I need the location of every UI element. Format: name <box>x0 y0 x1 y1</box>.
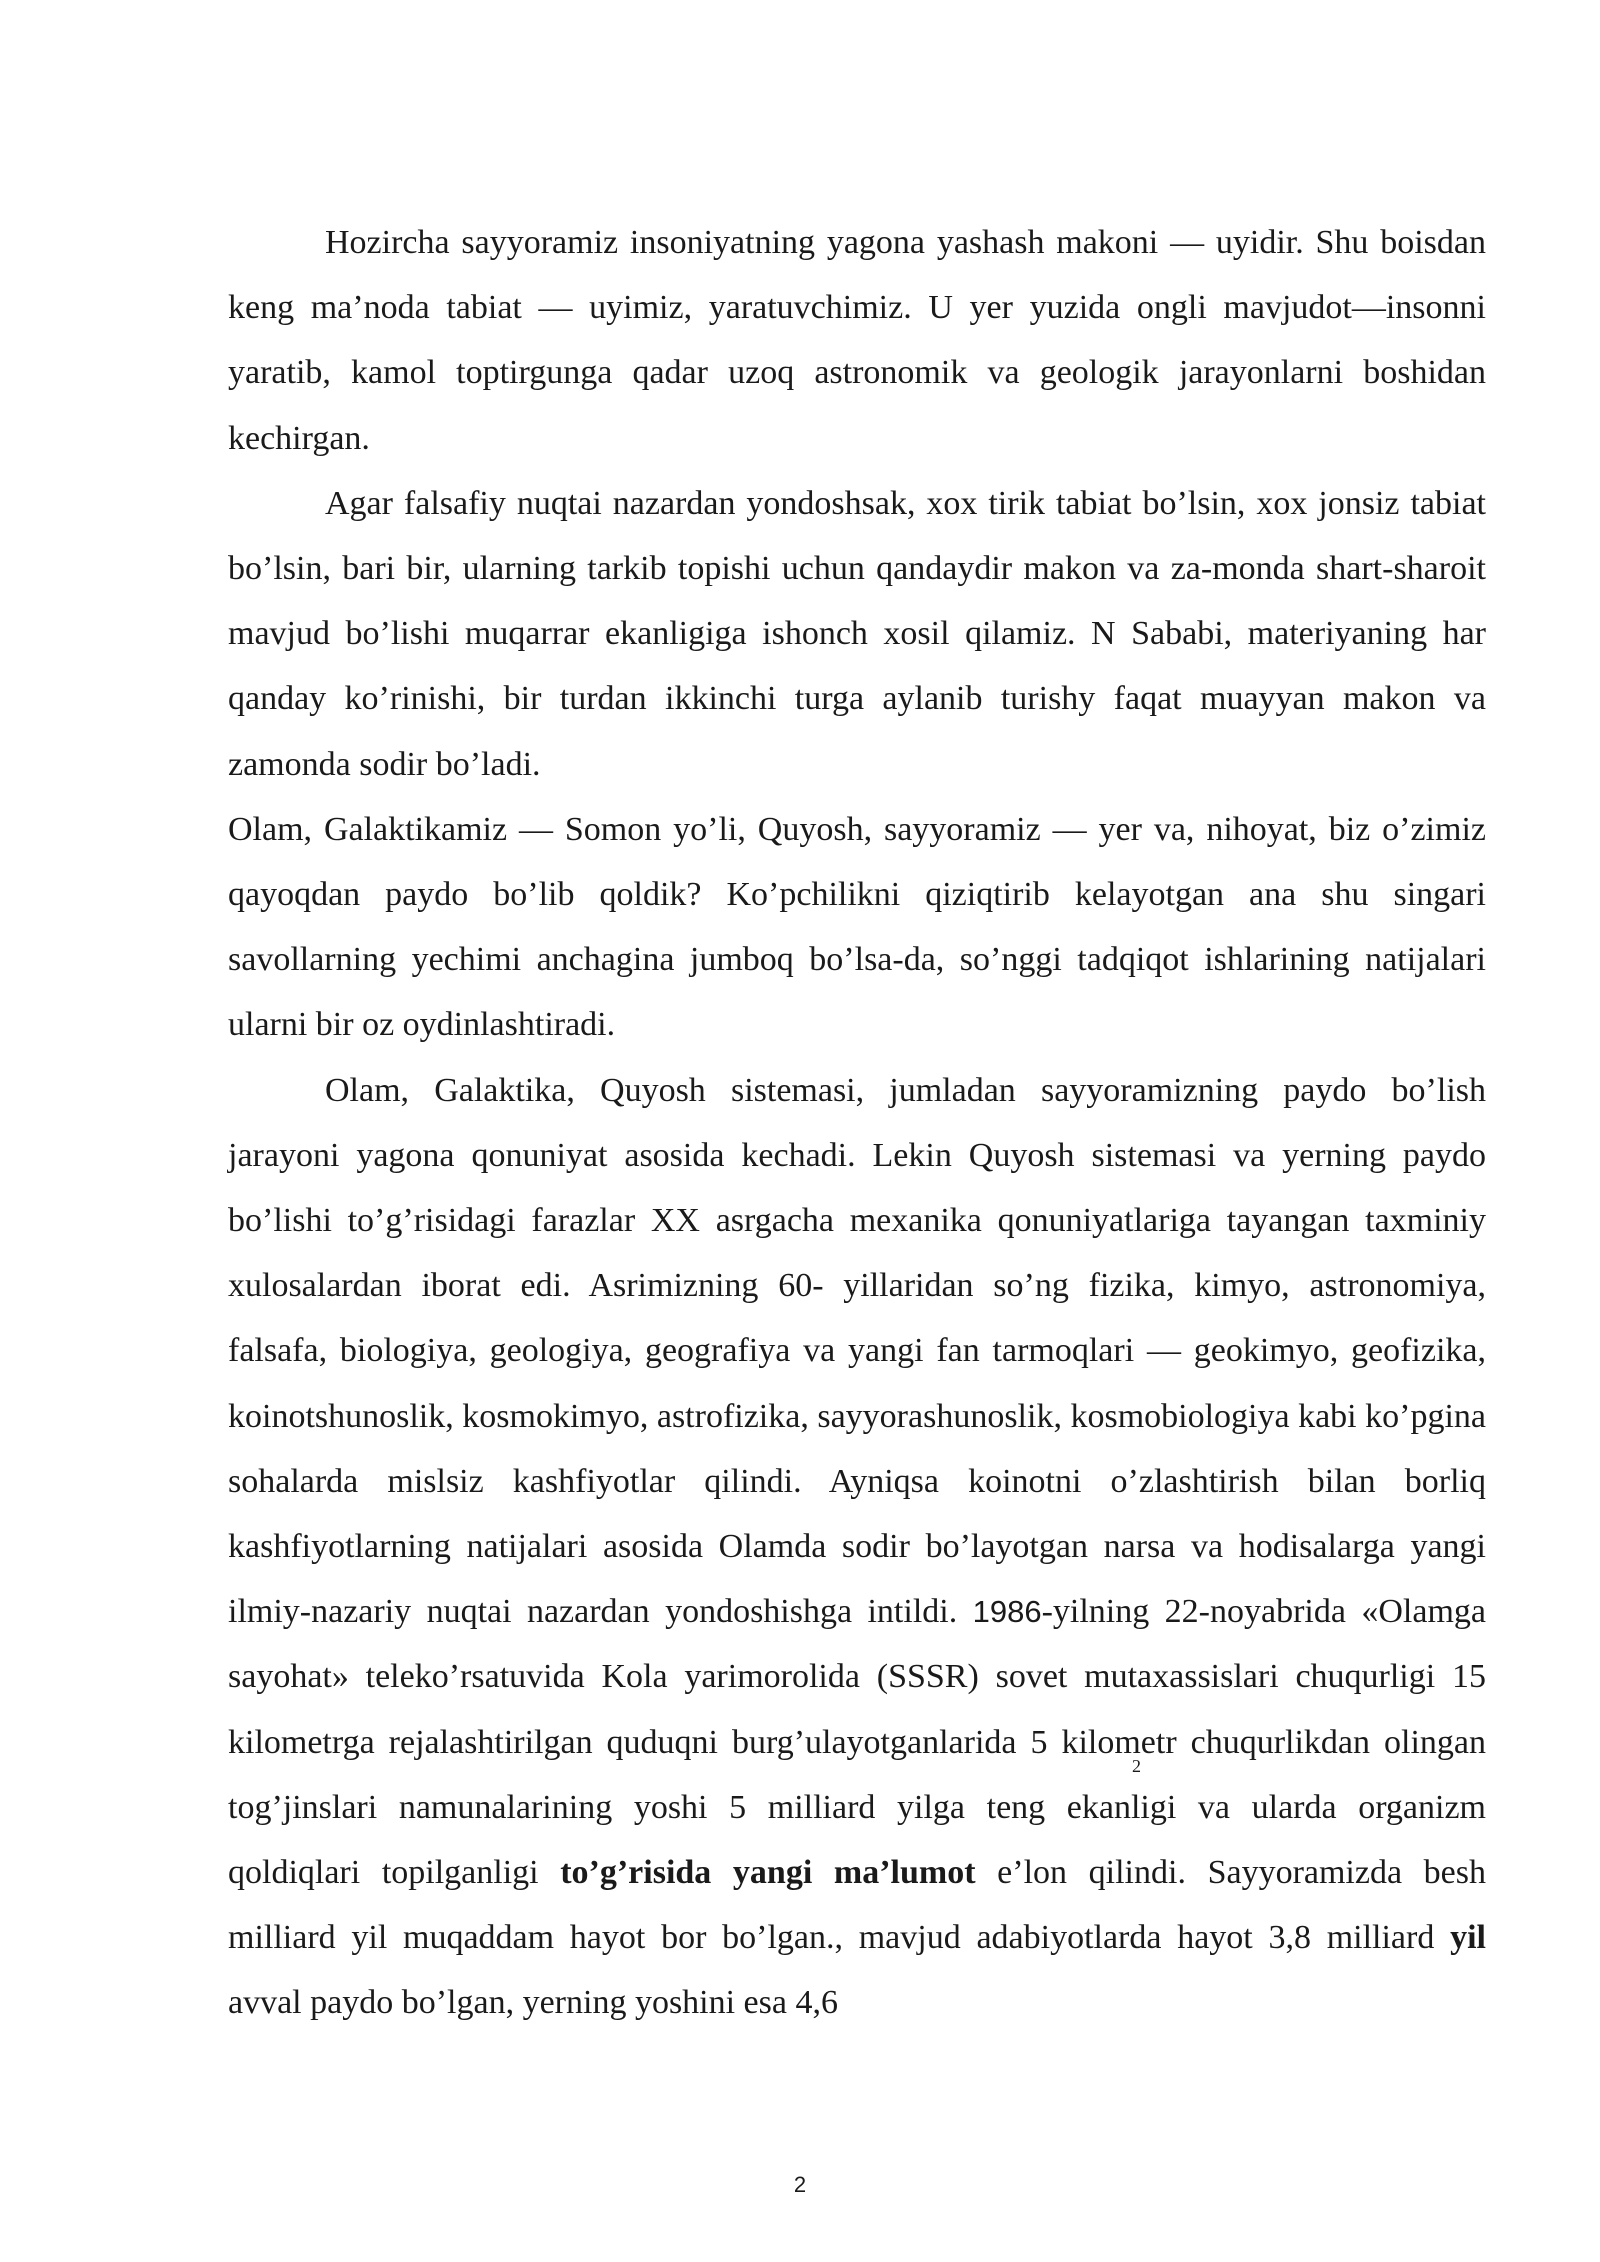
bold-phrase-new-info: to’g’risida yangi ma’lumot <box>560 1854 976 1892</box>
paragraph-1: Hozircha sayyoramiz insoniyatning yagona yashash makoni — uyidir. Shu boisdan keng ma’noda tabiat — uyimiz, yaratuvchimiz. U yer yuzida ongli mavjudot—insonni yaratib, kamol toptirgunga qadar uzoq astronomik va geologik jarayonlarni boshidan kechirgan. <box>228 224 1486 457</box>
paragraph-4-text-c: e’lon qilindi. Sayyoramizda besh milliard yil muqaddam hayot bor bo’lgan., mavjud adabiyotlarda hayot 3,8 milliard <box>228 1854 1487 1957</box>
paragraph-3: Olam, Galaktikamiz — Somon yo’li, Quyosh, sayyoramiz — yer va, nihoyat, biz o’zimiz qayoqdan paydo bo’lib qoldik? Ko’pchilikni qiziqtirib kelayotgan ana shu singari savollarning yechimi anchagina jumboq bo’lsa-da, so’nggi tadqiqot ishlarining natijalari ularni bir oz oydinlashtiradi. <box>228 810 1486 1044</box>
paragraph-4-text-a: Olam, Galaktika, Quyosh sistemasi, jumladan sayyoramizning paydo bo’lish jarayoni yagona qonuniyat asosida kechadi. Lekin Quyosh sistemasi va yerning paydo bo’lishi to’g’risidagi farazlar XX asrgacha mexanika qonuniyatlariga tayangan taxminiy xulosalardan iborat edi. Asrimizning 60- yillaridan so’ng fizika, kimyo, astronomiya, falsafa, biologiya, geologiya, geografiya va yangi fan tarmoqlari — geokimyo, geofizika, koinotshunoslik, kosmokimyo, astrofizika, sayyorashunoslik, kosmobiologiya kabi ko’pgina sohalarda mislsiz kashfiyotlar qilindi. Ayniqsa koinotni o’zlashtirish bilan borliq kashfiyotlarning natijalari asosida Olamda sodir bo’layotgan narsa va hodisalarga yangi ilmiy-nazariy nuqtai nazardan yondoshishga intildi. <box>228 1071 1486 1631</box>
bold-word-yil: yil <box>1450 1919 1486 1957</box>
body-text <box>228 210 1486 2036</box>
paragraph-2: Agar falsafiy nuqtai nazardan yondoshsak, xox tirik tabiat bo’lsin, xox jonsiz tabiat bo’lsin, bari bir, ularning tarkib topishi uchun qandaydir makon va za-monda shart-sharoit mavjud bo’lishi muqarrar ekanligiga ishonch xosil qilamiz. N Sababi, materiyaning har qanday ko’rinishi, bir turdan ikkinchi turga aylanib turishy faqat muayyan makon va zamonda sodir bo’ladi. <box>228 484 1486 783</box>
paragraph-4-text-b: -yilning 22-noyabrida «Olamga sayohat» teleko’rsatuvida Kola yarimorolida (SSSR) sovet mutaxassislari chuqurligi 15 kilometrga rejalashtirilgan quduqni burg’ulayotganlarida 5 kilometr chuqurlikdan olingan tog’jinslari namunalarining yoshi 5 milliard yilga teng ekanligi va ularda organizm qoldiqlari topilganligi <box>228 1593 1486 1892</box>
footnote-marker: 2 <box>1132 1756 1141 1776</box>
page-number: 2 <box>793 2172 807 2197</box>
paragraph-4-text-d: avval paydo bo’lgan, yerning yoshini esa 4,6 <box>228 1984 838 2022</box>
paragraph-4 <box>228 1058 1486 2036</box>
year-1986: 1986 <box>972 1594 1042 1630</box>
